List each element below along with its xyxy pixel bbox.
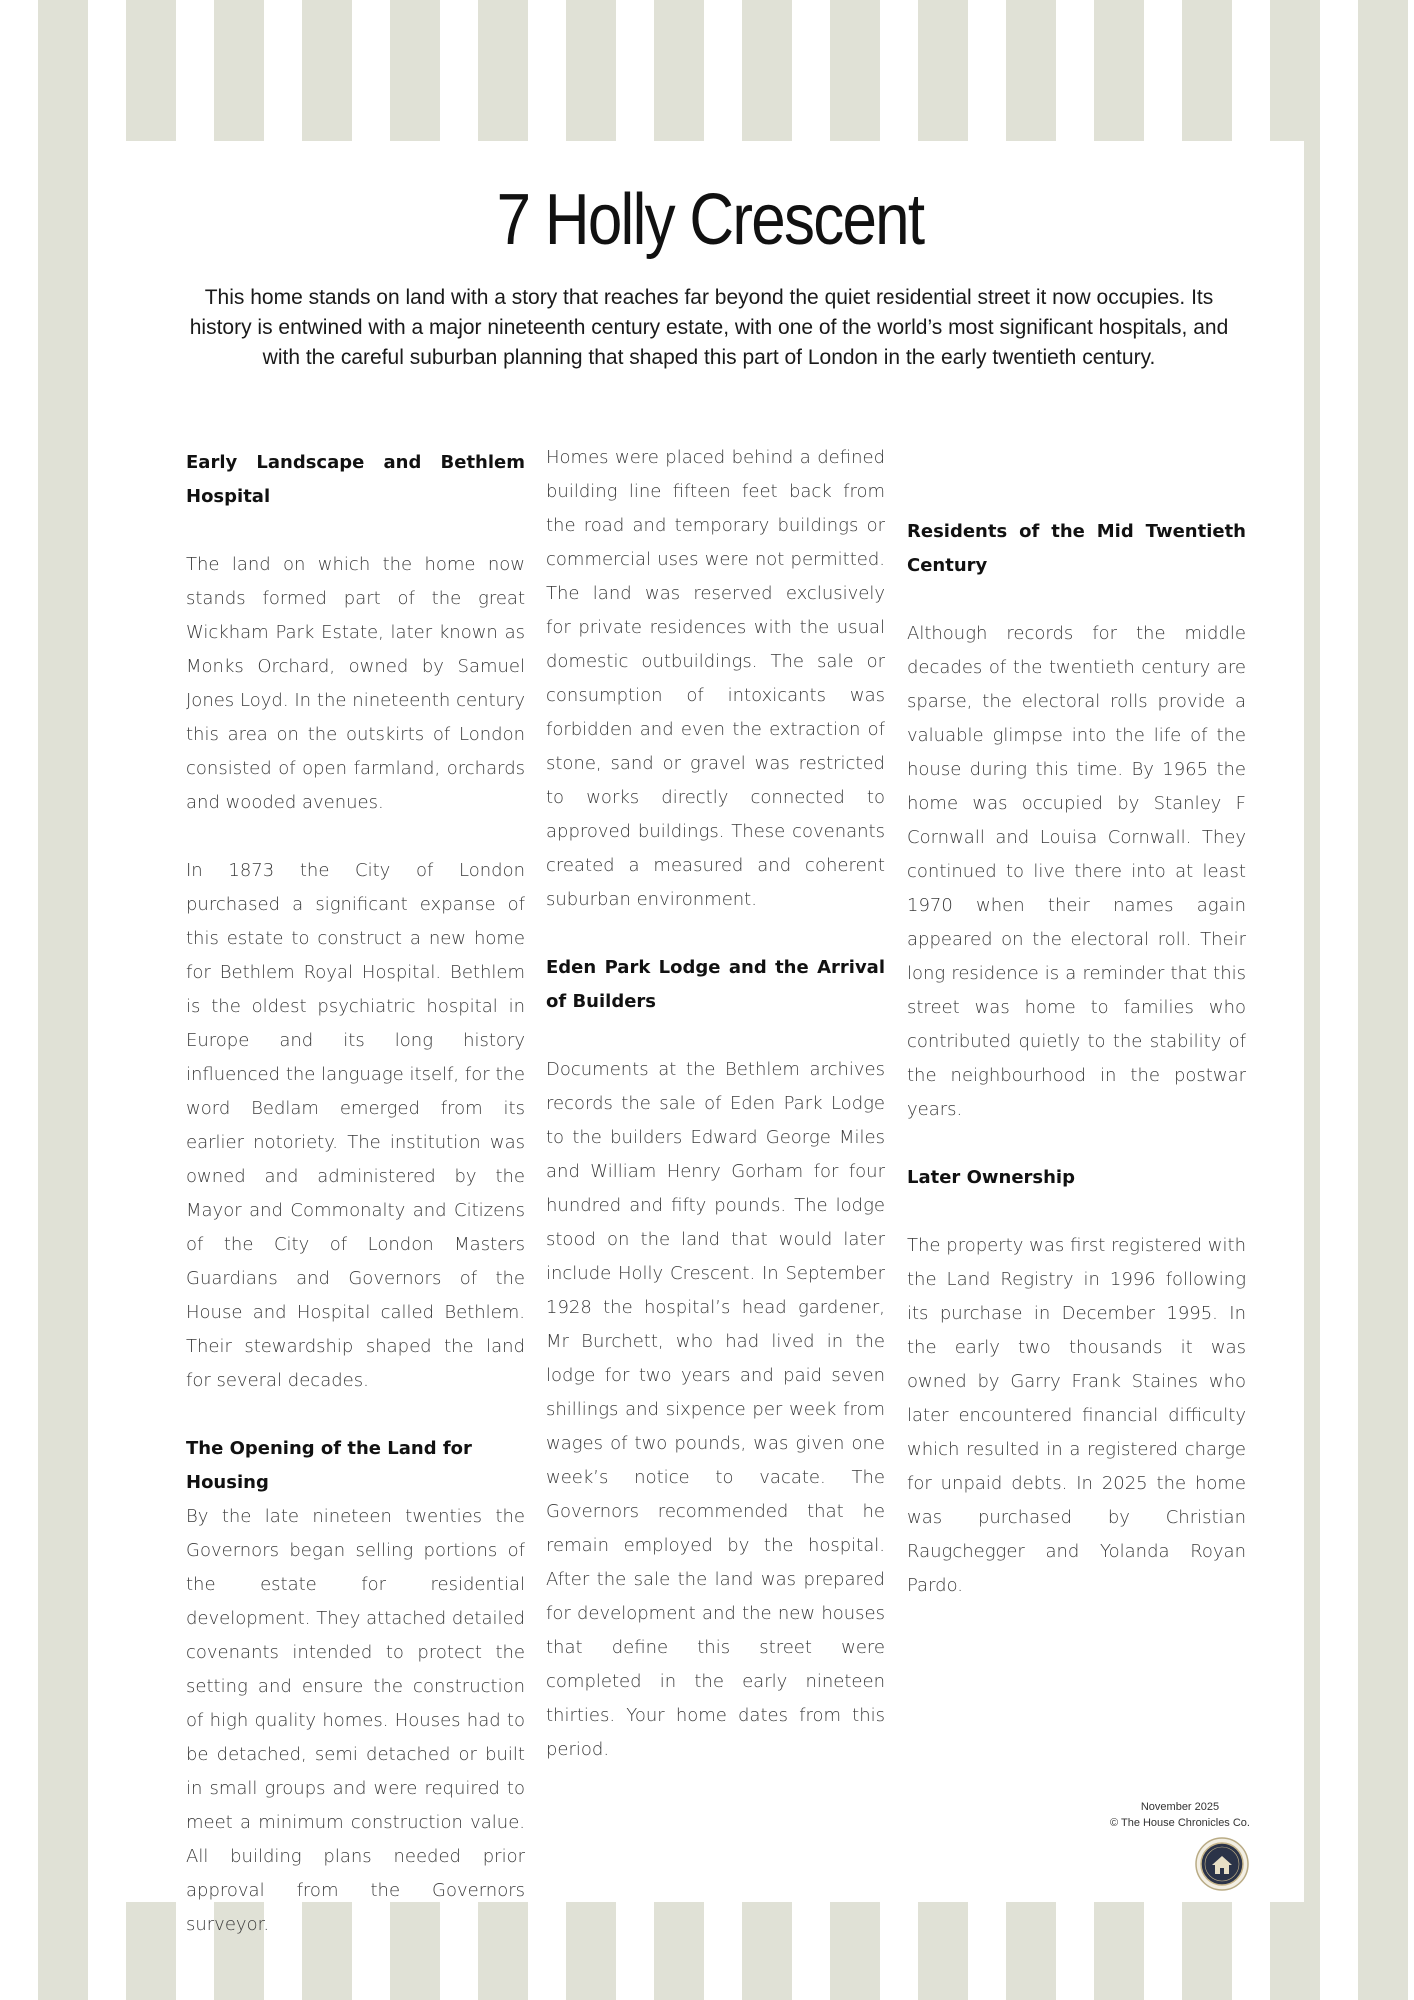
house-seal-icon [1195, 1837, 1249, 1891]
paragraph-opening-1: By the late nineteen twenties the Governors began selling portions of the estate for residential development. They attached detailed covenants intended to protect the setting and ensure the construction of high quality homes. Houses had to be detached, semi detached or built in small groups and were required to meet a minimum construction value. All building plans needed prior approval from the Governors surveyor. [186, 1506, 525, 1935]
paragraph-opening-2: Homes were placed behind a defined building line fifteen feet back from the road and temporary buildings or commercial uses were not permitted. The land was reserved exclusively for private residences with the usual domestic outbuildings. The sale or consumption of intoxicants was forbidden and even the extraction of stone, sand or gravel was restricted to works directly connected to approved buildings. These covenants created a measured and coherent suburban environment. [546, 447, 885, 910]
paragraph-early-2: In 1873 the City of London purchased a significant expanse of this estate to construct a new home for Bethlem Royal Hospital. Bethlem is the oldest psychiatric hospital in Europe and its long history influenced the language itself, for the word Bedlam emerged from its earlier notoriety. The institution was owned and administered by the Mayor and Commonalty and Citizens of the City of London Masters Guardians and Governors of the House and Hospital called Bethlem. Their stewardship shaped the land for several decades. [186, 860, 525, 1391]
footer-copyright: © The House Chronicles Co. [1110, 1817, 1250, 1829]
heading-later-ownership: Later Ownership [907, 1167, 1075, 1188]
heading-early-landscape: Early Landscape and Bethlem Hospital [186, 452, 525, 507]
page-sheet [116, 141, 1304, 1935]
paragraph-later-1: The property was first registered with the Land Registry in 1996 following its purchase in December 1995. In the early two thousands it was owned by Garry Frank Staines who later encountered financial difficulty which resulted in a registered charge for unpaid debts. In 2025 the home was purchased by Christian Raugchegger and Yolanda Royan Pardo. [907, 1235, 1246, 1596]
paragraph-early-1: The land on which the home now stands formed part of the great Wickham Park Estate, later known as Monks Orchard, owned by Samuel Jones Loyd. In the nineteenth century this area on the outskirts of London consisted of open farmland, orchards and wooded avenues. [186, 554, 525, 813]
column-3 [907, 515, 1246, 1603]
heading-eden-park-lodge: Eden Park Lodge and the Arrival of Builders [546, 957, 885, 1012]
intro-paragraph: This home stands on land with a story that reaches far beyond the quiet residential street it now occupies. Its history is entwined with a major nineteenth century estate, with one of the world’s most significant hospitals, and with the careful suburban planning that shaped this part of London in the early twentieth century. [189, 286, 1229, 369]
column-1 [186, 446, 525, 1942]
heading-opening-land: The Opening of the Land for Housing [186, 1438, 472, 1493]
footer-date: November 2025 [1140, 1801, 1220, 1813]
paragraph-eden-1: Documents at the Bethlem archives records the sale of Eden Park Lodge to the builders Edward George Miles and William Henry Gorham for four hundred and fifty pounds. The lodge stood on the land that would later include Holly Crescent. In September 1928 the hospital’s head gardener, Mr Burchett, who had lived in the lodge for two years and paid seven shillings and sixpence per week from wages of two pounds, was given one week’s notice to vacate. The Governors recommended that he remain employed by the hospital. After the sale the land was prepared for development and the new houses that define this street were completed in the early nineteen thirties. Your home dates from this period. [546, 1059, 885, 1760]
footer-credit [1080, 1799, 1280, 1831]
heading-residents: Residents of the Mid Twentieth Century [907, 521, 1246, 576]
column-2 [546, 441, 885, 1767]
paragraph-residents-1: Although records for the middle decades of the twentieth century are sparse, the electoral rolls provide a valuable glimpse into the life of the house during this time. By 1965 the home was occupied by Stanley F Cornwall and Louisa Cornwall. They continued to live there into at least 1970 when their names again appeared on the electoral roll. Their long residence is a reminder that this street was home to families who contributed quietly to the stability of the neighbourhood in the postwar years. [907, 623, 1246, 1120]
page-title: 7 Holly Crescent [496, 180, 924, 260]
